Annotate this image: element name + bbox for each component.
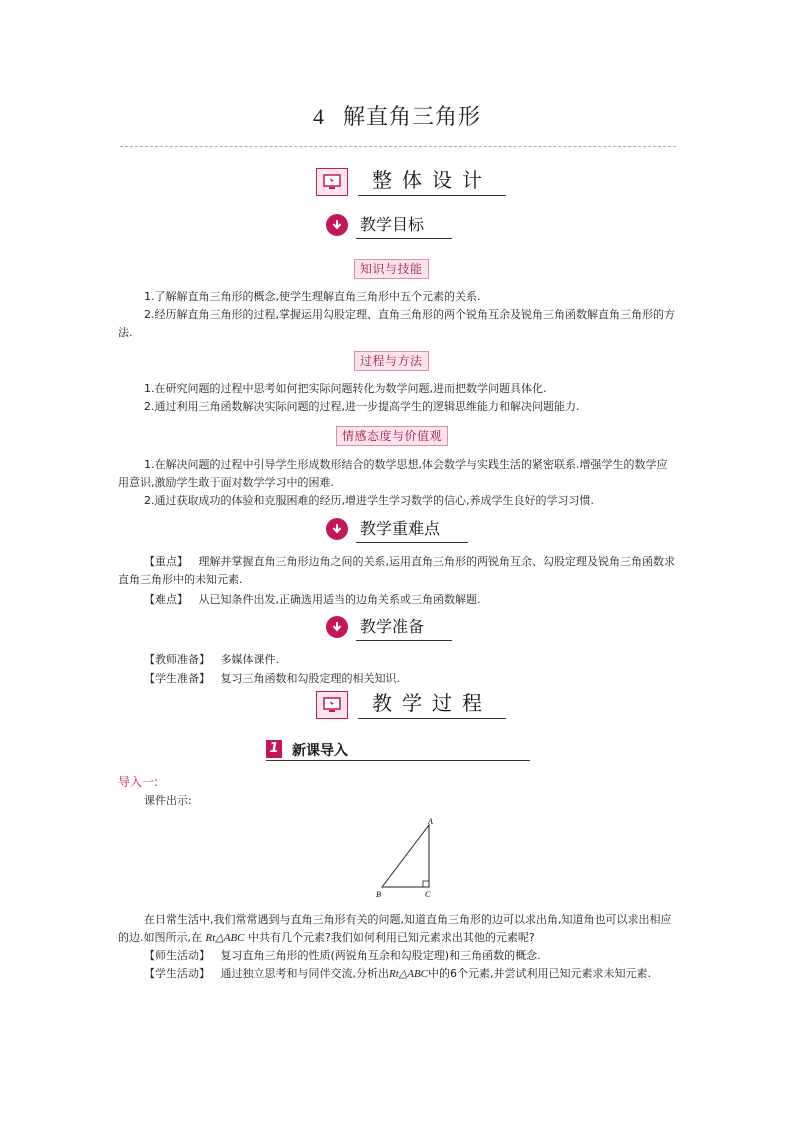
triangle-shape	[382, 825, 429, 887]
difficult-label: 【难点】	[144, 593, 188, 606]
teacher-activity: 【师生活动】 复习直角三角形的性质(两锐角互余和勾股定理)和三角函数的概念.	[144, 949, 541, 962]
section-number: 1	[266, 740, 282, 758]
page-title	[0, 100, 794, 131]
courseware-line: 课件出示:	[144, 794, 192, 807]
student-activity: 【学生活动】 通过独立思考和与同伴交流,分析出Rt△ABC中的6个元素,并尝试利用已知元素求未知元素.	[144, 967, 652, 980]
chapter-title: 解直角三角形	[342, 105, 481, 130]
process-item-2: 2.通过利用三角函数解决实际问题的过程,进一步提高学生的逻辑思维能力和解决问题能力.	[144, 400, 580, 413]
process-item-1: 1.在研究问题的过程中思考如何把实际问题转化为数学问题,进而把数学问题具体化.	[144, 382, 547, 395]
vertex-b: B	[376, 890, 381, 899]
key-point-paragraph: 【重点】 理解并掌握直角三角形边角之间的关系,运用直角三角形的两锐角互余、勾股定理及锐角三角函数求直角三角形中的未知元素.	[118, 555, 675, 586]
lead-in-label: 导入一:	[118, 775, 159, 789]
new-lesson-heading	[266, 738, 530, 761]
prep-label: 教学准备	[356, 614, 452, 641]
down-arrow-icon	[326, 214, 348, 236]
teaching-goals-label: 教学目标	[356, 212, 452, 239]
knowledge-item-2: 2.经历解直角三角形的过程,掌握运用勾股定理、直角三角形的两个锐角互余及锐角三角函数解直角三角形的方法.	[118, 308, 675, 339]
tag-emotion: 情感态度与价值观	[336, 426, 448, 446]
right-triangle-figure	[372, 815, 442, 901]
vertex-c: C	[425, 890, 431, 899]
monitor-icon	[316, 168, 348, 196]
tag-knowledge: 知识与技能	[354, 259, 429, 279]
title-divider	[120, 146, 676, 147]
emotion-item-1: 1.在解决问题的过程中引导学生形成数形结合的数学思想,体会数学与实践生活的紧密联系.增强学生的数学应用意识,激励学生敢于面对数学学习中的困难.	[118, 458, 668, 489]
chapter-number: 4	[312, 104, 325, 129]
intro-paragraph: 在日常生活中,我们常常遇到与直角三角形有关的问题,知道直角三角形的边可以求出角,知道角也可以求出相应的边.如图所示,在 Rt△ABC 中共有几个元素?我们如何利用已知元素求出其他的元素呢?	[118, 913, 672, 944]
key-points-label: 教学重难点	[356, 516, 468, 543]
difficult-point-paragraph: 【难点】 从已知条件出发,正确选用适当的边角关系或三角函数解题.	[144, 593, 481, 606]
down-arrow-icon	[326, 518, 348, 540]
key-points-heading	[326, 516, 468, 542]
monitor-icon	[316, 691, 348, 719]
section-title: 新课导入	[292, 743, 348, 759]
emotion-item-2: 2.通过获取成功的体验和克服困难的经历,增进学生学习数学的信心,养成学生良好的学习习惯.	[144, 494, 594, 507]
overall-design-label: 整体设计	[358, 164, 506, 196]
right-angle-marker	[423, 881, 429, 887]
tag-process: 过程与方法	[354, 351, 429, 371]
vertex-a: A	[428, 817, 433, 826]
teaching-process-heading	[316, 691, 506, 719]
teacher-prep: 【教师准备】 多媒体课件.	[144, 653, 279, 666]
prep-heading	[326, 614, 452, 640]
down-arrow-icon	[326, 616, 348, 638]
student-prep: 【学生准备】 复习三角函数和勾股定理的相关知识.	[144, 672, 400, 685]
teaching-process-label: 教学过程	[358, 687, 506, 719]
teaching-goals-heading	[326, 212, 452, 238]
knowledge-item-1: 1.了解解直角三角形的概念,使学生理解直角三角形中五个元素的关系.	[144, 290, 481, 303]
overall-design-heading	[316, 168, 506, 196]
key-label: 【重点】	[144, 555, 188, 568]
